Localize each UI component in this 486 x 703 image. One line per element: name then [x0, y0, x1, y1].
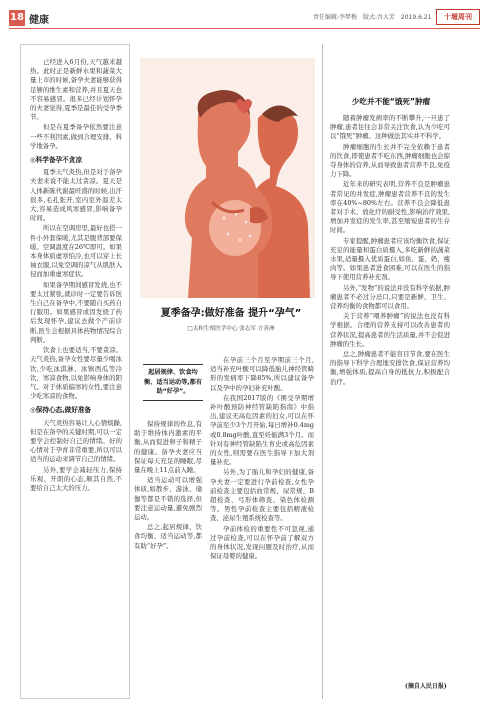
sidebar-paragraph: 肿瘤细胞的生长并不完全依赖于患者的饮食,即使患者不吃东西,肿瘤细胞也会掠夺身体的营养,从而导致患者营养不良,免疫力下降。: [330, 142, 450, 179]
sidebar-paragraph: 专家提醒,肿瘤患者应该均衡饮食,保证充足的能量和蛋白质摄入,多吃新鲜的蔬菜水果,适量摄入优质蛋白,如鱼、蛋、奶、瘦肉等。如果患者进食困难,可以在医生的指导下使用营养补充剂。: [330, 236, 450, 282]
pregnant-couple-image: [140, 58, 315, 298]
body-paragraph: 所以在空调房里,最好也搭一件小外套保暖,尤其是腹背部要保暖。空调温度在26℃即可。如果本身体质虚寒怕冷,也可以穿上长袖衣服,以免空调的凉气从肌肤入侵而加重虚寒症状。: [30, 224, 122, 279]
third-column: [210, 356, 314, 562]
body-paragraph: 另外,要学会减轻压力,保持乐观、开朗的心态,顺其自然,不要给自己太大的压力。: [30, 465, 122, 492]
left-column: [30, 58, 122, 494]
page-header: [0, 0, 486, 30]
body-paragraph: 总之,起居规律、饮食均衡、适当运动等,都有助“好孕”。: [134, 523, 202, 550]
column-divider: [322, 44, 323, 699]
body-paragraph: 天气炎热容易让人心情烦躁,但是在备孕的关键时期,可以一定要学会控制好自己的情绪。好的心情对于孕育非常重要,所以可以适当的运动来调节自己的情绪。: [30, 418, 122, 464]
body-paragraph: 保持规律的作息,有助于维持体内激素的平衡,从而促进卵子和精子的健康。备孕夫妻应当保证每天充足的睡眠,尽量在晚上11点前入睡。: [134, 420, 202, 475]
article-title: 夏季备孕:做好准备 提升“孕气”: [160, 308, 302, 319]
couple-illustration: [140, 58, 315, 298]
header-rule: [9, 28, 480, 29]
newspaper-brand: 十堰周刊: [436, 9, 480, 25]
designer-credit: 版式:吾大芳: [362, 14, 395, 21]
body-paragraph: 如果备孕期间感冒发烧,也不要太过紧张,就诊时一定要告诉医生自己在备孕中,不要随自买药自行服用。如果感冒或因发烧了药后发现怀孕,建议去做个产前诊断,医生会根据具体药物情况综合判断。: [30, 280, 122, 344]
body-paragraph: 在孕前三个月至孕期前三个月,适当补充叶酸可以降低胎儿神经管畸形的发病率下降85%,所以建议备孕以及孕中的孕妇补充叶酸。: [210, 356, 314, 392]
body-paragraph: 在我国2017版的《围受孕期增补叶酸预防神经管缺陷指南》中指出,建议无高危因素的妇女,可以在怀孕前至少3个月开始,每日增补0.4mg或0.8mg叶酸,直至妊娠满3个月。而针对有神经管缺陷生育史或高危因素的女性,则需要在医生指导下加大剂量补充。: [210, 393, 314, 467]
body-paragraph: 夏季天气炎热,但是对于备孕夫妻来说不能太过贪凉。夏天是人体新陈代谢最旺盛的时候,出汗很多,毛孔张开,室内室外温差太大,容易造成风寒感冒,影响备孕时间。: [30, 168, 122, 223]
article-byline: □太和生殖医学中心 张志军 方善洲: [187, 326, 275, 332]
body-paragraph: 另外,为了胎儿和孕妇的健康,备孕夫妻一定要进行孕前检查,女性孕前检查主要包括血常规、尿常规、B超检查、弓形体筛查、染色体检测等。男性孕前检查主要包括精液检查、泌尿生殖系统检查等。: [210, 468, 314, 523]
sidebar-paragraph: 另外,“发物”的说法并没有科学依据,肿瘤患者不必过分忌口,只要是新鲜、卫生、营养均衡的食物都可以食用。: [330, 283, 450, 311]
sidebar-paragraph: 关于营养“喂养肿瘤”的说法也没有科学根据。合理的营养支持可以改善患者的营养状况,提高患者的生活质量,并不会促进肿瘤的生长。: [330, 312, 450, 348]
body-paragraph: 饮食上也要适当,不要贪凉。天气炎热,备孕女性要尽量少喝冰饮,少吃冰淇淋、冰镇西瓜等冷饮、寒凉食物,以免影响身体的阳气。对于体质偏寒的女性,要注意少吃寒凉的食物。: [30, 346, 122, 401]
intro-paragraph: 但是在夏季备孕依然要注意一些不利因素,做到合理安排、科学地备孕。: [30, 123, 122, 150]
section-name: 健康: [29, 15, 49, 26]
editor-credit: 责任编辑:李梦梅: [313, 14, 358, 21]
sidebar-column: [330, 114, 450, 388]
page-number: 18: [9, 10, 25, 26]
section-heading: ◎保持心态,做好准备: [30, 406, 92, 415]
sidebar-source: (摘自人民日报): [405, 683, 447, 690]
intro-paragraph: 已经进入6月份,天气越来越热。此时正是新鲜水果和蔬菜大量上市的时候,备孕夫妻能够获得足够的维生素和营养,并且夏天也不容易感冒。很多已经计划怀孕的夫妻觉得,夏季是最佳的受孕季节。: [30, 58, 122, 122]
middle-column: [134, 420, 202, 552]
body-paragraph: 适当运动可以增强体质,如散步、游泳、瑜伽等都是不错的选择,但要注意运动量,避免剧烈运动。: [134, 476, 202, 522]
credits: [313, 12, 435, 21]
sidebar-paragraph: 近年来的研究表明,营养不良是肿瘤患者常见的并发症,肿瘤患者营养不良的发生率在40%~80%左右。营养不良会降低患者对手术、放化疗的耐受性,影响治疗效果,增加并发症的发生率,甚至缩短患者的生存时间。: [330, 180, 450, 235]
pull-quote: 起居规律、饮食均衡、适当运动等,都有助“好孕”。: [143, 364, 203, 401]
sidebar-headline: 少吃并不能“饿死”肿瘤: [351, 97, 431, 106]
body-paragraph: 孕前体检的重要性不可忽视,通过孕前检查,可以在怀孕前了解双方的身体状况,发现问题及时治疗,从而保证母婴的健康。: [210, 524, 314, 561]
sidebar-paragraph: 总之,肿瘤患者不能盲目节食,要在医生的指导下科学合理地安排饮食,保证营养均衡,增强体质,提高自身的抵抗力,积极配合治疗。: [330, 350, 450, 386]
section-heading: ◎科学备孕不贪凉: [30, 156, 82, 165]
sidebar-paragraph: 随着肿瘤发病率的不断攀升,一旦患了肿瘤,患者往往会非常关注饮食,认为少吃可以“饿死”肿瘤。这种做法其实并不科学。: [330, 114, 450, 141]
issue-date: 2019.6.21: [400, 14, 432, 21]
